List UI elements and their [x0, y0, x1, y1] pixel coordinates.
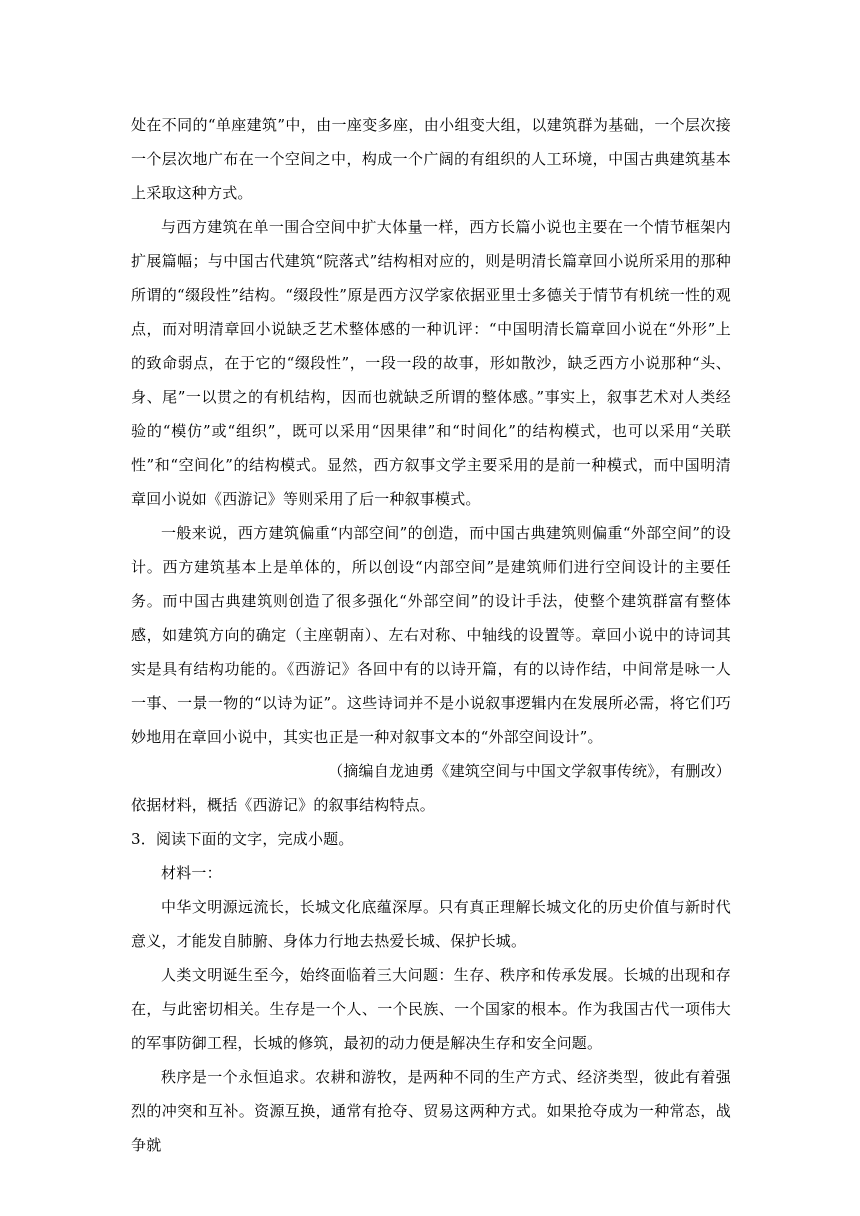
document-page	[131, 108, 731, 1162]
material-paragraph-1: 中华文明源远流长，长城文化底蕴深厚。只有真正理解长城文化的历史价值与新时代意义，才能发自肺腑、身体力行地去热爱长城、保护长城。	[131, 898, 731, 950]
source-citation: （摘编自龙迪勇《建筑空间与中国文学叙事传统》，有删改）	[328, 762, 731, 780]
paragraph-external-space: 一般来说，西方建筑偏重“内部空间”的创造，而中国古典建筑则偏重“外部空间”的设计。西方建筑基本上是单体的，所以创设“内部空间”是建筑师们进行空间设计的主要任务。而中国古典建筑则创造了很多强化“外部空间”的设计手法，使整个建筑群富有整体感，如建筑方向的确定（主座朝南）、左右对称、中轴线的设置等。章回小说中的诗词其实是具有结构功能的。《西游记》各回中有的以诗开篇，有的以诗作结，中间常是咏一人一事、一景一物的“以诗为证”。这些诗词并不是小说叙事逻辑内在发展所必需，将它们巧妙地用在章回小说中，其实也正是一种对叙事文本的“外部空间设计”。	[131, 524, 731, 746]
material-label: 材料一：	[161, 864, 222, 882]
paragraph-novel-structure: 与西方建筑在单一围合空间中扩大体量一样，西方长篇小说也主要在一个情节框架内扩展篇幅；与中国古代建筑“院落式”结构相对应的，则是明清长篇章回小说所采用的那种所谓的“缀段性”结构。“缀段性”原是西方汉学家依据亚里士多德关于情节有机统一性的观点，而对明清章回小说缺乏艺术整体感的一种讥评：“中国明清长篇章回小说在“外形”上的致命弱点，在于它的“缀段性”，一段一段的故事，形如散沙，缺乏西方小说那种“头、身、尾”一以贯之的有机结构，因而也就缺乏所谓的整体感。”事实上，叙事艺术对人类经验的“模仿”或“组织”，既可以采用“因果律”和“时间化”的结构模式，也可以采用“关联性”和“空间化”的结构模式。显然，西方叙事文学主要采用的是前一种模式，而中国明清章回小说如《西游记》等则采用了后一种叙事模式。	[131, 218, 731, 508]
material-paragraph-2: 人类文明诞生至今，始终面临着三大问题：生存、秩序和传承发展。长城的出现和存在，与此密切相关。生存是一个人、一个民族、一个国家的根本。作为我国古代一项伟大的军事防御工程，长城的修筑，最初的动力便是解决生存和安全问题。	[131, 966, 731, 1052]
question-prompt: 依据材料，概括《西游记》的叙事结构特点。	[131, 796, 436, 814]
question-3-heading: 3．阅读下面的文字，完成小题。	[131, 830, 354, 848]
material-paragraph-3: 秩序是一个永恒追求。农耕和游牧，是两种不同的生产方式、经济类型，彼此有着强烈的冲突和互补。资源互换，通常有抢夺、贸易这两种方式。如果抢夺成为一种常态，战争就	[131, 1068, 731, 1154]
paragraph-architecture-groups: 处在不同的“单座建筑”中，由一座变多座，由小组变大组，以建筑群为基础，一个层次接一个层次地广布在一个空间之中，构成一个广阔的有组织的人工环境，中国古典建筑基本上采取这种方式。	[131, 116, 731, 202]
